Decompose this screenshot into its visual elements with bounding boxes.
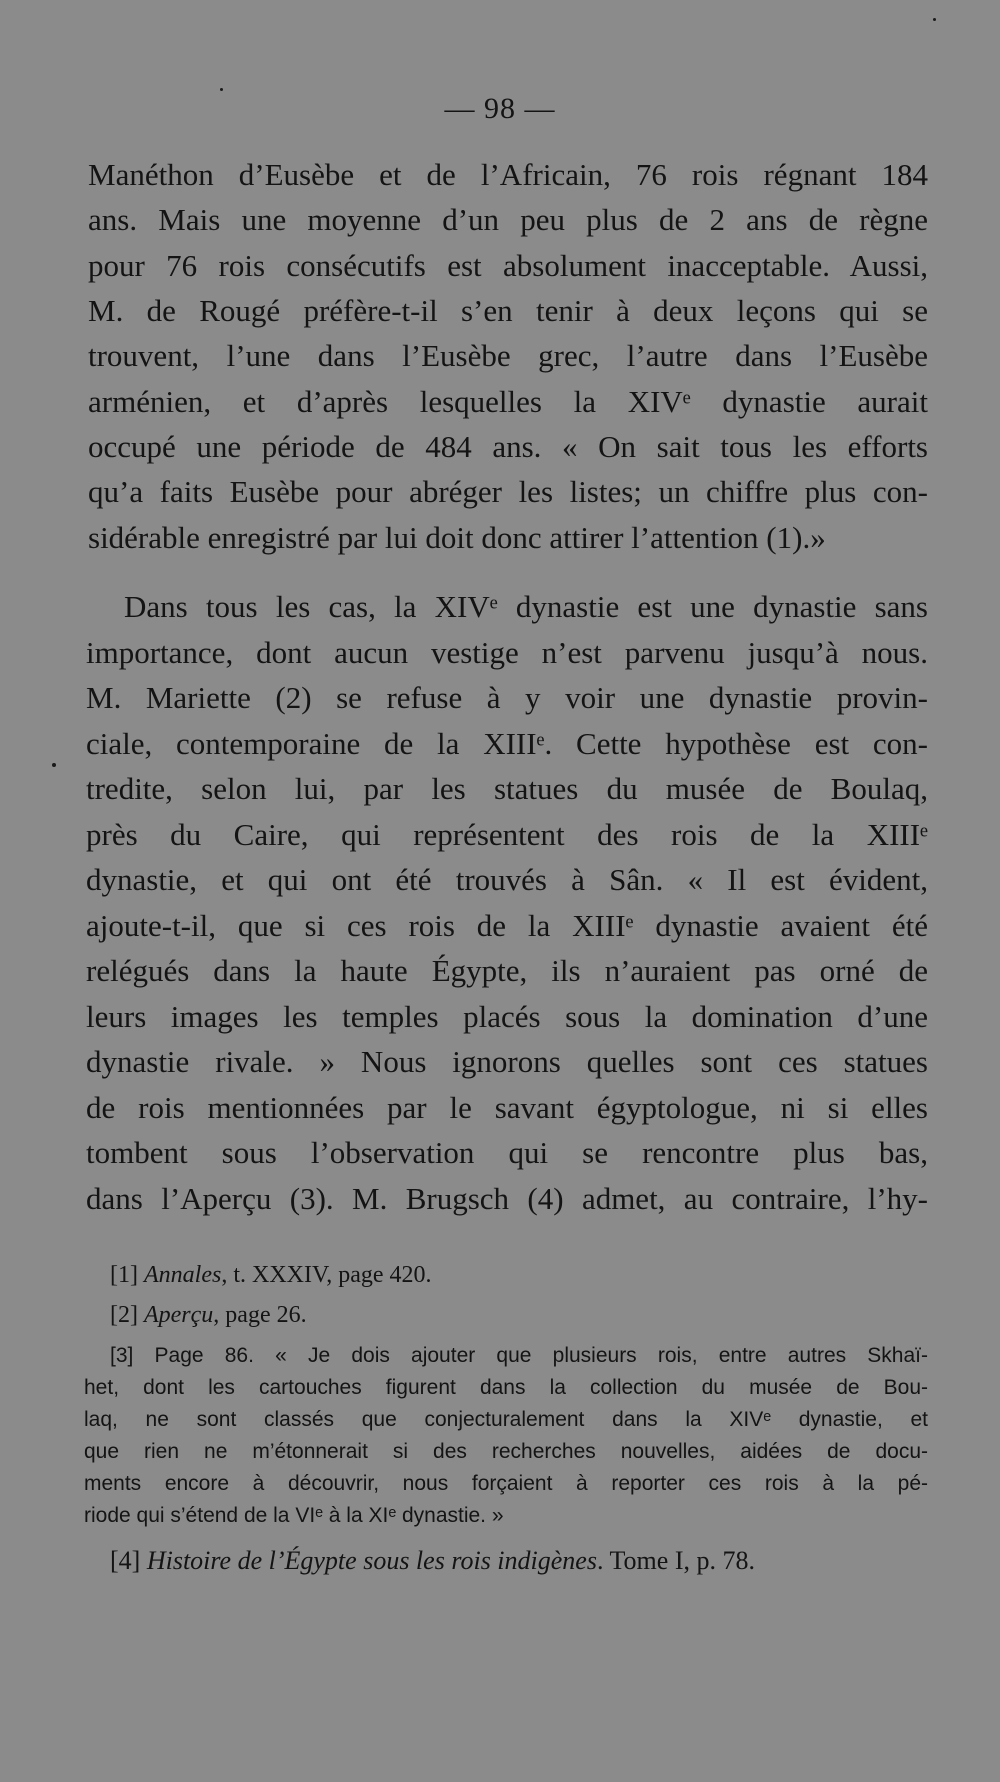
footnote-text: . Tome I, p. 78. bbox=[596, 1546, 755, 1575]
text-line: qu’a faits Eusèbe pour abréger les listes; un chiffre plus con- bbox=[88, 474, 928, 509]
text-line: dynastie, et qui ont été trouvés à Sân. « Il est évident, bbox=[86, 862, 928, 897]
text-line: arménien, et d’après lesquelles la XIVᵉ dynastie aurait bbox=[88, 384, 928, 419]
footnote-3-line: laq, ne sont classés que conjecturalement dans la XIVᵉ dynastie, et bbox=[84, 1408, 928, 1431]
footnote-text: , t. XXXIV, page 420. bbox=[221, 1262, 432, 1288]
footnote-3-line: het, dont les cartouches figurent dans la collection du musée de Bou- bbox=[84, 1376, 928, 1399]
scan-speck bbox=[933, 18, 936, 21]
scan-speck bbox=[52, 763, 56, 767]
text-line: ans. Mais une moyenne d’un peu plus de 2 ans de règne bbox=[88, 202, 928, 237]
text-line: Dans tous les cas, la XIVᵉ dynastie est une dynastie sans bbox=[124, 589, 928, 624]
footnote-marker: [2] bbox=[110, 1302, 138, 1328]
text-line: M. Mariette (2) se refuse à y voir une dynastie provin- bbox=[86, 680, 928, 715]
text-line: relégués dans la haute Égypte, ils n’auraient pas orné de bbox=[86, 953, 928, 988]
footnote-title: Aperçu bbox=[143, 1302, 214, 1328]
text-line: Manéthon d’Eusèbe et de l’Africain, 76 rois régnant 184 bbox=[88, 157, 928, 192]
footnote-4 bbox=[110, 1545, 928, 1577]
footnote-3-line: riode qui s’étend de la VIᵉ à la XIᵉ dynastie. » bbox=[84, 1504, 504, 1527]
text-line: sidérable enregistré par lui doit donc attirer l’attention (1).» bbox=[88, 520, 826, 555]
text-line: dans l’Aperçu (3). M. Brugsch (4) admet, au contraire, l’hy- bbox=[86, 1181, 928, 1216]
footnote-title: Histoire de l’Égypte sous les rois indigènes bbox=[146, 1546, 597, 1575]
footnote-2 bbox=[110, 1299, 928, 1331]
footnote-marker: [4] bbox=[110, 1546, 141, 1575]
text-line: de rois mentionnées par le savant égyptologue, ni si elles bbox=[86, 1090, 928, 1125]
footnote-title: Annales bbox=[143, 1262, 222, 1288]
page-number: — 98 — bbox=[444, 92, 556, 125]
footnote-3-line: que rien ne m’étonnerait si des recherches nouvelles, aidées de docu- bbox=[84, 1440, 928, 1463]
text-line: ajoute-t-il, que si ces rois de la XIIIᵉ dynastie avaient été bbox=[86, 908, 928, 943]
text-line: occupé une période de 484 ans. « On sait tous les efforts bbox=[88, 429, 928, 464]
text-line: importance, dont aucun vestige n’est parvenu jusqu’à nous. bbox=[86, 635, 928, 670]
text-line: tombent sous l’observation qui se rencontre plus bas, bbox=[86, 1135, 928, 1170]
footnote-3-line: ments encore à découvrir, nous forçaient à reporter ces rois à la pé- bbox=[84, 1472, 928, 1495]
footnote-text: , page 26. bbox=[213, 1302, 307, 1328]
footnote-1 bbox=[110, 1259, 928, 1291]
text-line: près du Caire, qui représentent des rois de la XIIIᵉ bbox=[86, 817, 928, 852]
text-line: dynastie rivale. » Nous ignorons quelles sont ces statues bbox=[86, 1044, 928, 1079]
text-line: ciale, contemporaine de la XIIIᵉ. Cette hypothèse est con- bbox=[86, 726, 928, 761]
text-line: tredite, selon lui, par les statues du musée de Boulaq, bbox=[86, 771, 928, 806]
footnote-marker: [1] bbox=[110, 1262, 138, 1288]
footnote-3-line: [3] Page 86. « Je dois ajouter que plusieurs rois, entre autres Skhaï- bbox=[110, 1344, 928, 1367]
text-line: leurs images les temples placés sous la domination d’une bbox=[86, 999, 928, 1034]
text-line: M. de Rougé préfère-t-il s’en tenir à deux leçons qui se bbox=[88, 293, 928, 328]
scan-speck bbox=[220, 88, 223, 91]
text-line: pour 76 rois consécutifs est absolument inacceptable. Aussi, bbox=[88, 248, 928, 283]
text-line: trouvent, l’une dans l’Eusèbe grec, l’autre dans l’Eusèbe bbox=[88, 338, 928, 373]
